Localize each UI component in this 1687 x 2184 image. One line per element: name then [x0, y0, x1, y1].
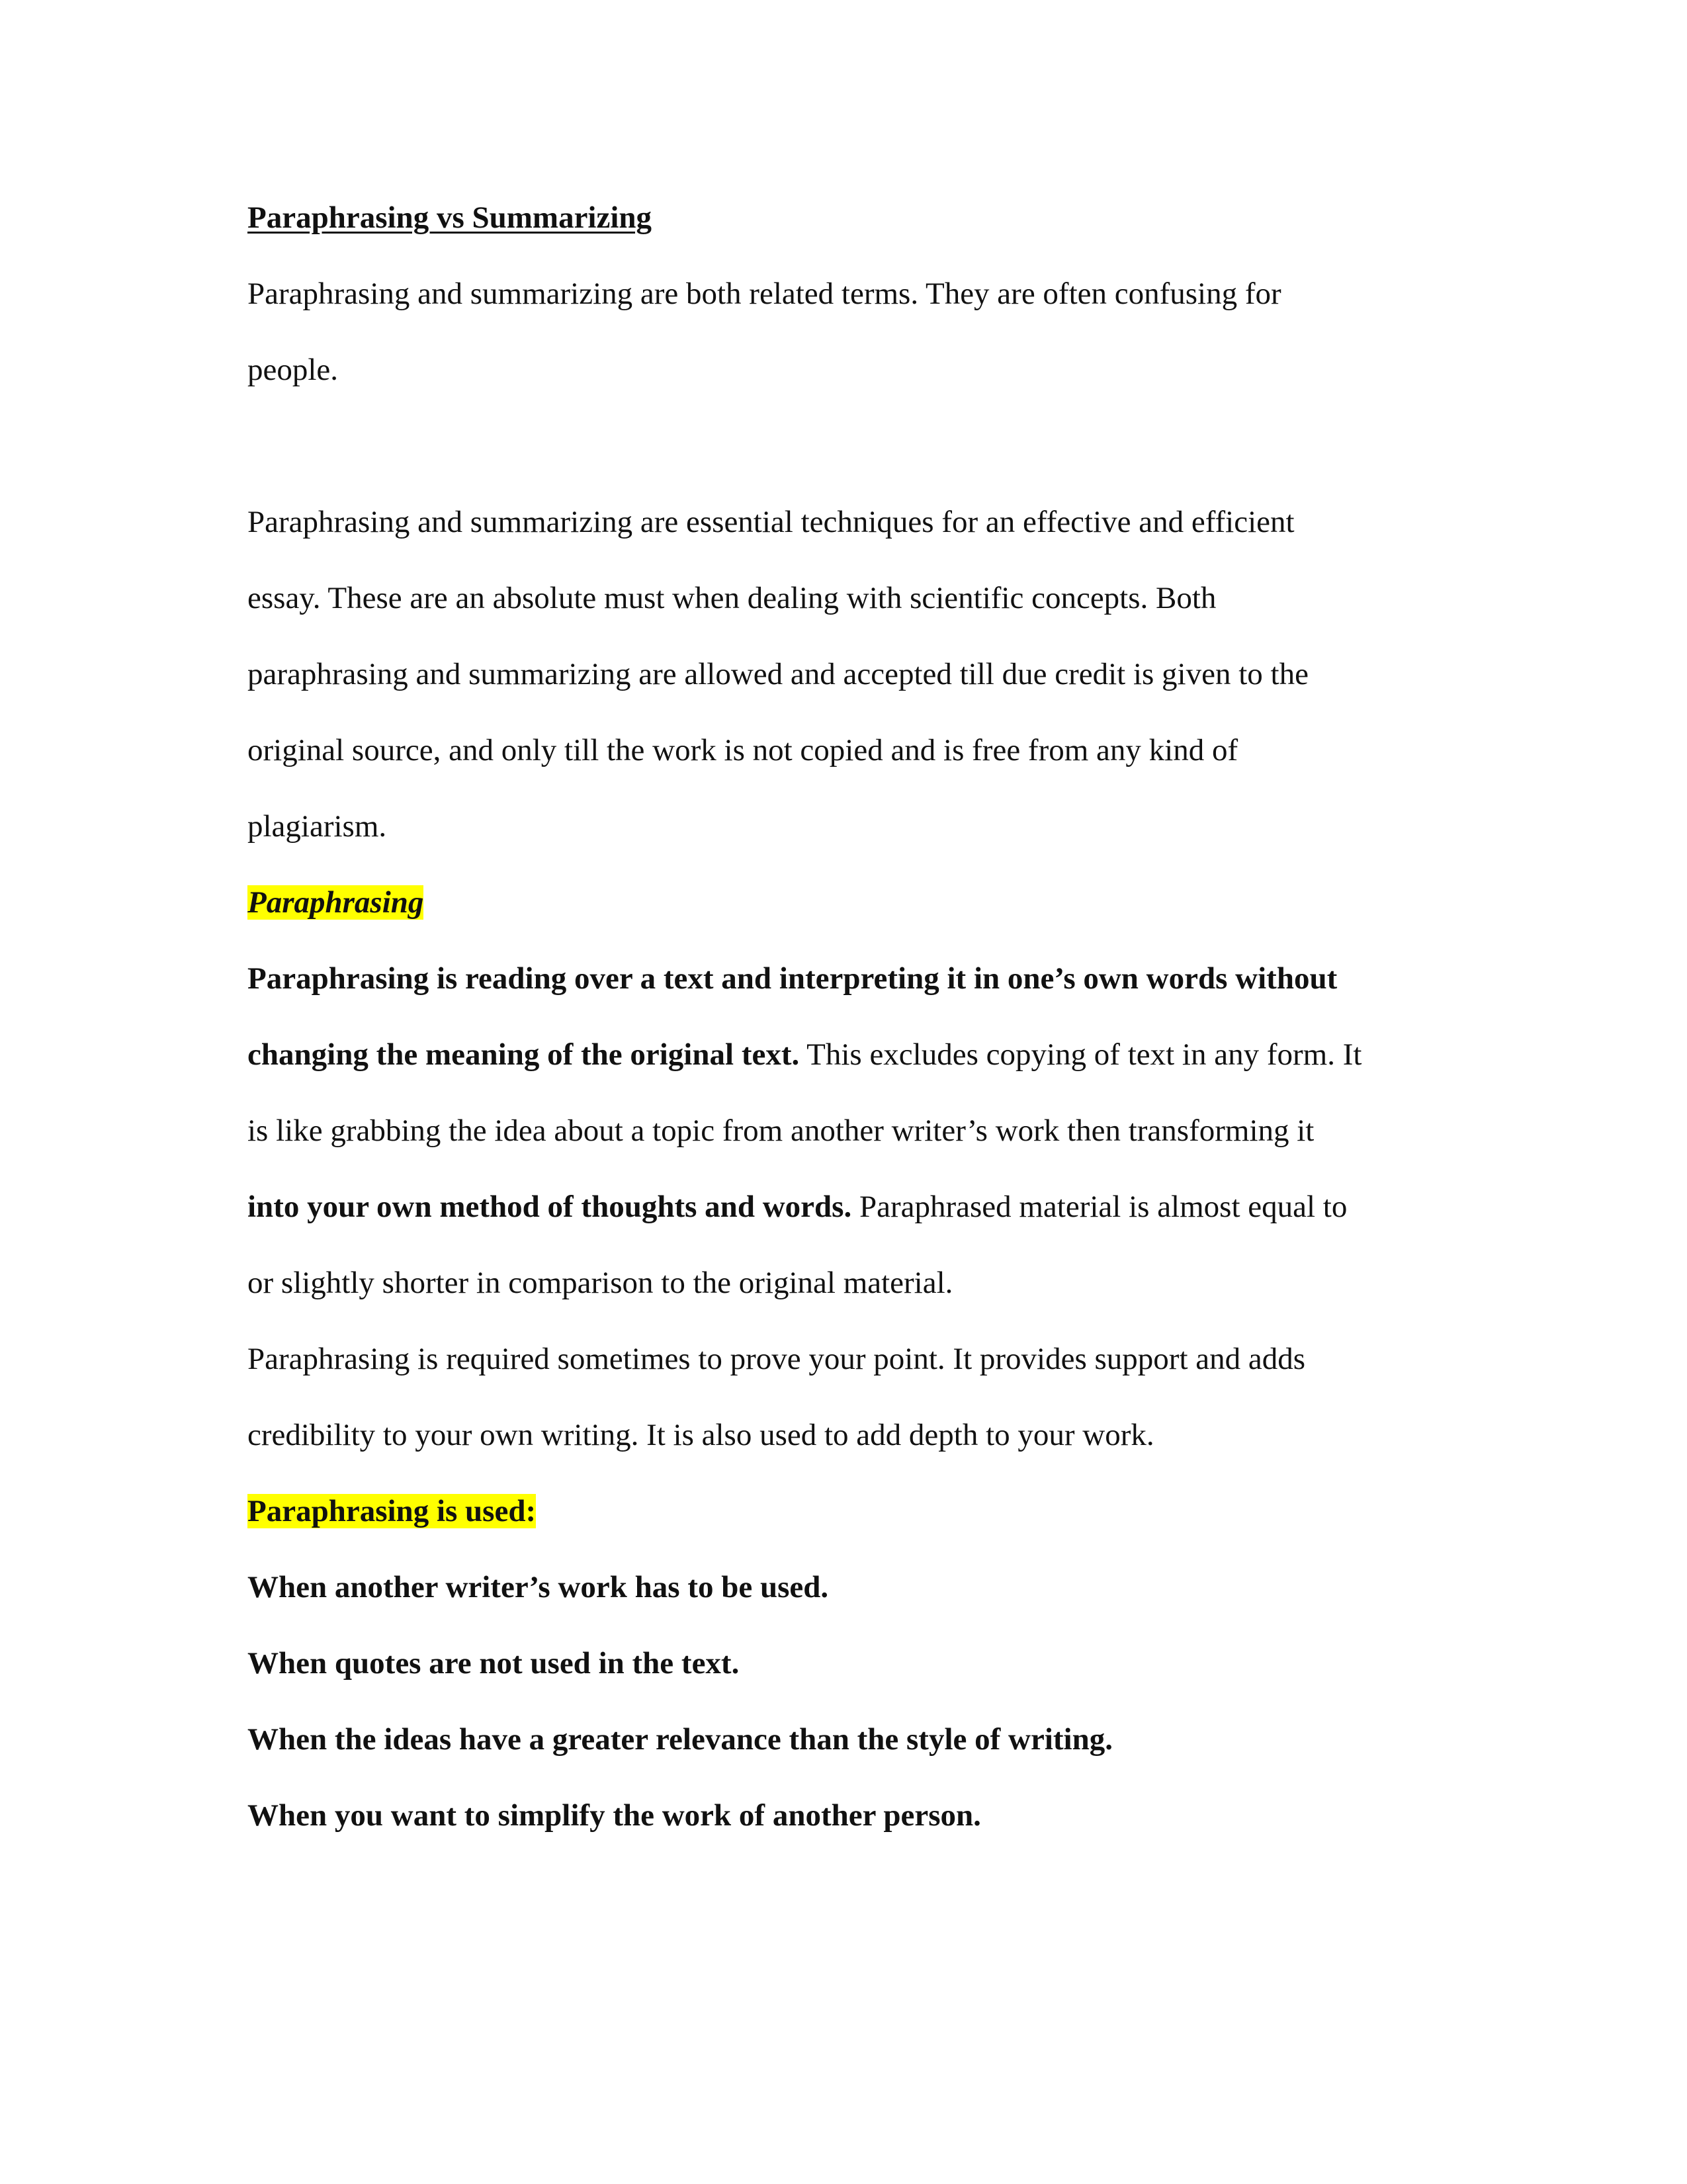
- use-item-3: When the ideas have a greater relevance than the style of writing.: [247, 1722, 1113, 1757]
- definition-line-2: [247, 1029, 1451, 1105]
- used-heading-row: [247, 1485, 1451, 1561]
- intro-line-2: people.: [247, 353, 339, 387]
- definition-line-2-rest: This excludes copying of text in any form. It: [799, 1037, 1362, 1072]
- definition-line-2-bold: changing the meaning of the original text.: [247, 1037, 800, 1072]
- definition-line-3: is like grabbing the idea about a topic from another writer’s work then transforming it: [247, 1114, 1315, 1148]
- definition-line-4: [247, 1181, 1451, 1257]
- definition-line-4-bold: into your own method of thoughts and words.: [247, 1190, 852, 1224]
- para2-line-3: paraphrasing and summarizing are allowed and accepted till due credit is given to the: [247, 657, 1309, 691]
- section-heading: Paraphrasing: [247, 885, 424, 920]
- support-line-2: credibility to your own writing. It is also used to add depth to your work.: [247, 1418, 1154, 1452]
- use-item-1: When another writer’s work has to be used.: [247, 1570, 829, 1604]
- definition-line-1: Paraphrasing is reading over a text and interpreting it in one’s own words without: [247, 961, 1338, 996]
- intro-line-1: Paraphrasing and summarizing are both related terms. They are often confusing for: [247, 277, 1281, 311]
- para2-line-5: plagiarism.: [247, 809, 387, 844]
- page-title: Paraphrasing vs Summarizing: [247, 200, 652, 235]
- para2-line-4: original source, and only till the work is not copied and is free from any kind of: [247, 733, 1238, 767]
- paragraph-spacer: [247, 420, 1451, 496]
- used-heading: Paraphrasing is used:: [247, 1494, 537, 1528]
- definition-line-4-rest: Paraphrased material is almost equal to: [851, 1190, 1348, 1224]
- para2-line-1: Paraphrasing and summarizing are essential techniques for an effective and efficient: [247, 505, 1295, 539]
- use-item-2: When quotes are not used in the text.: [247, 1646, 740, 1681]
- definition-line-5: or slightly shorter in comparison to the original material.: [247, 1266, 953, 1300]
- section-heading-row: [247, 877, 1451, 953]
- use-item-4: When you want to simplify the work of another person.: [247, 1798, 981, 1833]
- support-line-1: Paraphrasing is required sometimes to prove your point. It provides support and adds: [247, 1342, 1306, 1376]
- document-body: [247, 192, 1451, 1866]
- para2-line-2: essay. These are an absolute must when dealing with scientific concepts. Both: [247, 581, 1217, 615]
